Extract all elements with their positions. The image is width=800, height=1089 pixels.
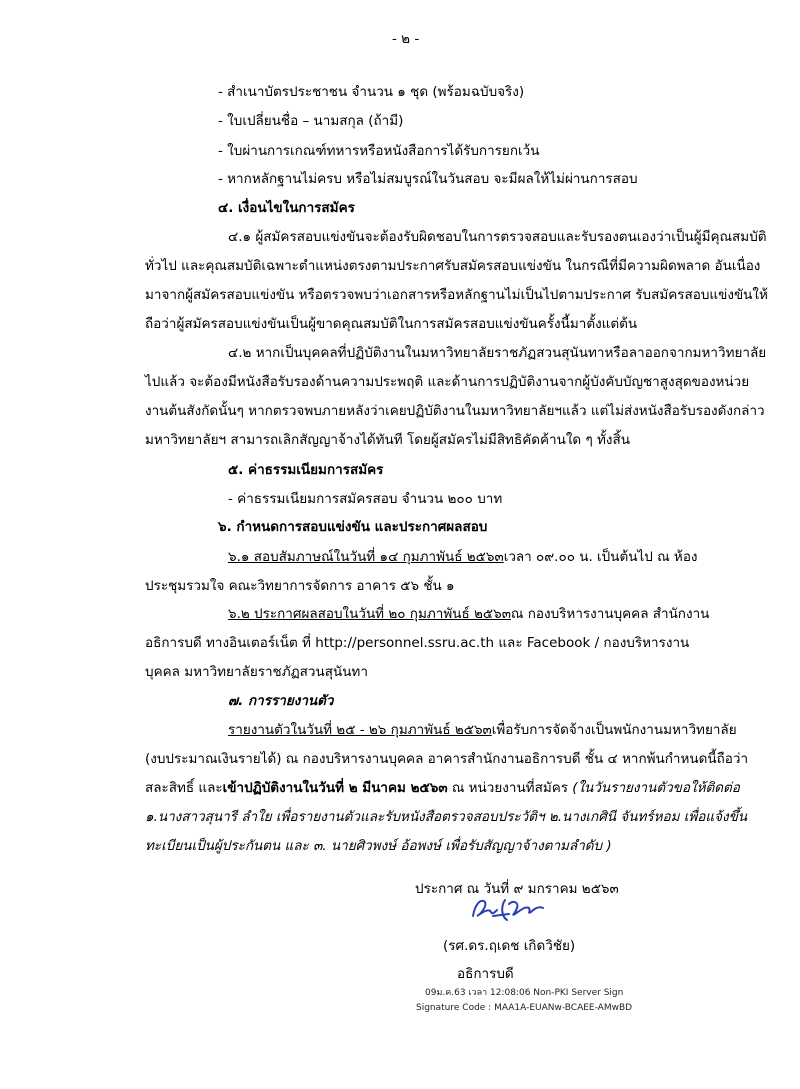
section-6-1-line: ประชุมรวมใจ คณะวิทยาการจัดการ อาคาร ๕๖ ชั้น ๑ — [145, 578, 455, 594]
signer-title: อธิการบดี — [457, 966, 514, 982]
section-4-2-line: มหาวิทยาลัยฯ สามารถเลิกสัญญาจ้างได้ทันที โดยผู้สมัครไม่มีสิทธิคัดค้านใด ๆ ทั้งสิ้น — [145, 432, 630, 448]
sign-meta: 09ม.ค.63 เวลา 12:08:06 Non-PKI Server Sign — [425, 988, 624, 998]
section-5-fee: - ค่าธรรมเนียมการสมัครสอบ จำนวน ๒๐๐ บาท — [228, 491, 503, 507]
result-date: ๖.๒ ประกาศผลสอบในวันที่ ๒๐ กุมภาพันธ์ ๒๕๖๓ — [228, 606, 511, 622]
signature-image — [465, 890, 555, 926]
section-7-line: ทะเบียนเป็นผู้ประกันตน และ ๓. นายศิวพงษ์ อ้อพงษ์ เพื่อรับสัญญาจ้างตามลำดับ ) — [145, 838, 612, 854]
page-number: - ๒ - — [392, 31, 420, 47]
doc-list-item: - สำเนาบัตรประชาชน จำนวน ๑ ชุด (พร้อมฉบับจริง) — [218, 84, 525, 100]
announce-date: ประกาศ ณ วันที่ ๙ มกราคม ๒๕๖๓ — [415, 881, 619, 897]
section-7-line: (งบประมาณเงินรายได้) ณ กองบริหารงานบุคคล อาคารสำนักงานอธิการบดี ชั้น ๔ หากพ้นกำหนดนี้ถือว่า — [145, 751, 749, 767]
section-6-2-line: ๖.๒ ประกาศผลสอบในวันที่ ๒๐ กุมภาพันธ์ ๒๕๖๓ ณ กองบริหารงานบุคคล สำนักงาน — [228, 606, 710, 622]
section-4-1-line: ๔.๑ ผู้สมัครสอบแข่งขันจะต้องรับผิดชอบในการตรวจสอบและรับรองตนเองว่าเป็นผู้มีคุณสมบัติ — [228, 229, 767, 245]
section-4-1-line: ถือว่าผู้สมัครสอบแข่งขันเป็นผู้ขาดคุณสมบัติในการสมัครสอบแข่งขันครั้งนี้มาตั้งแต่ต้น — [145, 316, 638, 332]
section-4-1-line: มาจากผู้สมัครสอบแข่งขัน หรือตรวจพบว่าเอกสารหรือหลักฐานไม่เป็นไปตามประกาศ รับสมัครสอบแข่งขันให้ — [145, 287, 768, 303]
doc-list-item: - ใบผ่านการเกณฑ์ทหารหรือหนังสือการได้รับการยกเว้น — [218, 143, 540, 159]
section-5-heading: ๕. ค่าธรรมเนียมการสมัคร — [228, 462, 384, 478]
section-6-2-line: อธิการบดี ทางอินเตอร์เน็ต ที่ http://personnel.ssru.ac.th และ Facebook / กองบริหารงาน — [145, 635, 690, 651]
signer-name: (รศ.ดร.ฤเดช เกิดวิชัย) — [443, 938, 576, 954]
section-4-1-line: ทั่วไป และคุณสมบัติเฉพาะตำแหน่งตรงตามประกาศรับสมัครสอบแข่งขัน ในกรณีที่มีความผิดพลาด อันเนื่อง — [145, 258, 761, 274]
section-7-line: ๑.นางสาวสุนารี ลำใย เพื่อรายงานตัวและรับหนังสือตรวจสอบประวัติฯ ๒.นางเกศินี จันทร์หอม เพื่อแจ้งขึ้น — [145, 809, 748, 825]
section-7-heading: ๗. การรายงานตัว — [228, 693, 334, 709]
section-4-2-line: งานต้นสังกัดนั้นๆ หากตรวจพบภายหลังว่าเคยปฏิบัติงานในมหาวิทยาลัยฯแล้ว แต่ไม่ส่งหนังสือรับรองดังกล่าว — [145, 403, 765, 419]
signature-code: Signature Code : MAA1A-EUANw-BCAEE-AMwBD — [416, 1003, 633, 1013]
section-6-2-line: บุคคล มหาวิทยาลัยราชภัฏสวนสุนันทา — [145, 664, 368, 680]
section-6-heading: ๖. กำหนดการสอบแข่งขัน และประกาศผลสอบ — [218, 519, 488, 535]
section-7-line: รายงานตัวในวันที่ ๒๕ - ๒๖ กุมภาพันธ์ ๒๕๖๓ เพื่อรับการจัดจ้างเป็นพนักงานมหาวิทยาลัย — [228, 722, 737, 738]
section-6-1-line: ๖.๑ สอบสัมภาษณ์ในวันที่ ๑๔ กุมภาพันธ์ ๒๕๖๓ เวลา ๐๙.๐๐ น. เป็นต้นไป ณ ห้อง — [228, 549, 698, 565]
report-date: รายงานตัวในวันที่ ๒๕ - ๒๖ กุมภาพันธ์ ๒๕๖๓ — [228, 722, 492, 738]
doc-list-item: - ใบเปลี่ยนชื่อ – นามสกุล (ถ้ามี) — [218, 113, 404, 129]
interview-date: ๖.๑ สอบสัมภาษณ์ในวันที่ ๑๔ กุมภาพันธ์ ๒๕๖๓ — [228, 549, 504, 565]
start-work-date: เข้าปฏิบัติงานในวันที่ ๒ มีนาคม ๒๕๖๓ — [222, 780, 448, 796]
section-4-2-line: ๔.๒ หากเป็นบุคคลที่ปฏิบัติงานในมหาวิทยาลัยราชภัฏสวนสุนันทาหรือลาออกจากมหาวิทยาลัย — [228, 345, 767, 361]
section-4-2-line: ไปแล้ว จะต้องมีหนังสือรับรองด้านความประพฤติ และด้านการปฏิบัติงานจากผู้บังคับบัญชาสูงสุดของหน่วย — [145, 374, 750, 390]
doc-list-item: - หากหลักฐานไม่ครบ หรือไม่สมบูรณ์ในวันสอบ จะมีผลให้ไม่ผ่านการสอบ — [218, 171, 638, 187]
section-7-line: สละสิทธิ์ และเข้าปฏิบัติงานในวันที่ ๒ มีนาคม ๒๕๖๓ ณ หน่วยงานที่สมัคร (ในวันรายงานตัวขอให้ติดต่อ — [145, 780, 740, 796]
section-4-heading: ๔. เงื่อนไขในการสมัคร — [218, 200, 355, 216]
